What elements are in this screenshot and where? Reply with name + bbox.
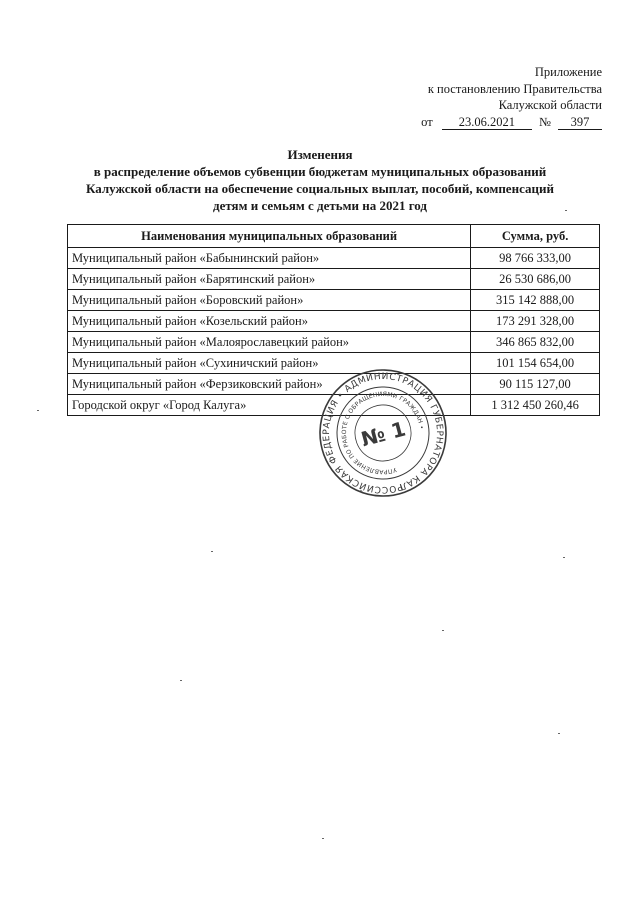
title-line-3: Калужской области на обеспечение социальных выплат, пособий, компенсаций — [86, 181, 554, 196]
title-line-4: детям и семьям с детьми на 2021 год — [213, 198, 427, 213]
amount-value: 26 530 686,00 — [471, 269, 600, 290]
title-line-2: в распределение объемов субвенции бюджетам муниципальных образований — [93, 164, 547, 179]
order-date: 23.06.2021 — [442, 115, 532, 130]
scan-speck — [180, 680, 182, 681]
municipality-name: Муниципальный район «Ферзиковский район» — [68, 374, 471, 395]
scan-speck — [565, 210, 567, 211]
order-number: 397 — [558, 115, 602, 130]
from-label: от — [421, 114, 433, 129]
appendix-block — [421, 64, 602, 130]
table-row — [68, 269, 600, 290]
municipality-name: Муниципальный район «Малоярославецкий район» — [68, 332, 471, 353]
amount-value: 90 115 127,00 — [471, 374, 600, 395]
scan-speck — [37, 410, 39, 411]
official-seal-stamp — [318, 368, 448, 498]
table-header-row — [68, 225, 600, 248]
municipality-name: Муниципальный район «Сухиничский район» — [68, 353, 471, 374]
amount-value: 315 142 888,00 — [471, 290, 600, 311]
scan-speck — [322, 838, 324, 839]
amount-value: 101 154 654,00 — [471, 353, 600, 374]
table-row — [68, 332, 600, 353]
amount-value: 1 312 450 260,46 — [471, 395, 600, 416]
municipality-name: Муниципальный район «Боровский район» — [68, 290, 471, 311]
seal-number: № 1 — [358, 416, 409, 452]
header-municipality: Наименования муниципальных образований — [68, 225, 471, 248]
municipality-name: Муниципальный район «Бабынинский район» — [68, 248, 471, 269]
title-line-1: Изменения — [287, 147, 353, 162]
municipality-name: Городской округ «Город Калуга» — [68, 395, 471, 416]
municipality-name: Муниципальный район «Барятинский район» — [68, 269, 471, 290]
seal-inner-textpath: УПРАВЛЕНИЕ ПО РАБОТЕ С ОБРАЩЕНИЯМИ ГРАЖДАН • — [340, 390, 425, 476]
order-line — [421, 114, 602, 131]
scan-speck — [563, 557, 565, 558]
amount-value: 98 766 333,00 — [471, 248, 600, 269]
appendix-region: Калужской области — [498, 98, 602, 112]
municipality-name: Муниципальный район «Козельский район» — [68, 311, 471, 332]
seal-outer-textpath: РОССИЙСКАЯ ФЕДЕРАЦИЯ • АДМИНИСТРАЦИЯ ГУБЕРНАТОРА КАЛУЖСКОЙ — [321, 371, 445, 495]
scan-speck — [558, 733, 560, 734]
number-label: № — [538, 114, 551, 129]
amount-value: 346 865 832,00 — [471, 332, 600, 353]
appendix-title: Приложение — [534, 65, 602, 79]
scan-speck — [442, 630, 444, 631]
table-row — [68, 290, 600, 311]
scan-speck — [211, 551, 213, 552]
table-row — [68, 248, 600, 269]
appendix-resolution: к постановлению Правительства — [427, 81, 602, 96]
table-row — [68, 311, 600, 332]
document-title — [40, 146, 600, 214]
amount-value: 173 291 328,00 — [471, 311, 600, 332]
header-amount: Сумма, руб. — [471, 225, 600, 248]
